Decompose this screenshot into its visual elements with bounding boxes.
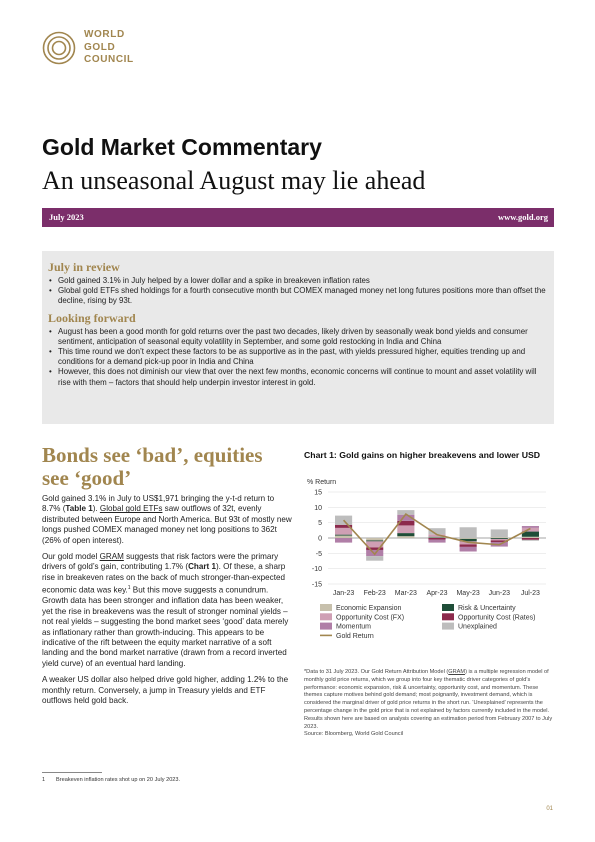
x-tick-label: May-23 <box>456 590 480 597</box>
bar-segment <box>335 538 352 543</box>
gram-notes-link[interactable]: GRAM <box>448 669 466 675</box>
bar-segment <box>460 544 477 546</box>
y-tick-label: 15 <box>314 489 322 497</box>
y-tick-label: 0 <box>318 535 322 543</box>
table-reference: Table 1 <box>65 504 93 514</box>
legend-label: Economic Expansion <box>336 605 402 612</box>
bar-segment <box>491 538 508 539</box>
legend-swatch <box>442 613 454 620</box>
bar-segment <box>335 535 352 536</box>
banner-website-link[interactable]: www.gold.org <box>497 212 548 222</box>
list-item: • Global gold ETFs shed holdings for a fourth consecutive month but COMEX managed money net long futures positions more than offset the decline, rising by 93t. <box>48 286 548 306</box>
y-tick-label: -15 <box>311 581 322 589</box>
bar-segment <box>491 539 508 541</box>
footnote-divider <box>42 772 102 773</box>
legend-swatch <box>320 623 332 630</box>
gold-etfs-link[interactable]: Global gold ETFs <box>99 504 163 514</box>
bar-segment <box>522 526 539 528</box>
legend-label: Unexplained <box>458 623 497 631</box>
bar-segment <box>397 525 414 533</box>
y-tick-label: 5 <box>318 520 322 528</box>
section-heading: Bonds see ‘bad’, equities see ‘good’ <box>42 443 263 490</box>
y-tick-label: -5 <box>315 550 322 558</box>
y-tick-label: 10 <box>314 504 322 512</box>
footnote-marker[interactable]: 1 <box>127 585 131 592</box>
bar-segment <box>428 540 445 543</box>
chart-title: Chart 1: Gold gains on higher breakevens and lower USD <box>304 450 541 460</box>
list-item: • This time round we don’t expect these factors to be as supportive as in the past, with yields pressured higher, equities trending up and conditions for a demand pick-up poor in India and China <box>48 347 548 367</box>
bar-segment <box>491 537 508 538</box>
forward-heading: Looking forward <box>48 310 136 325</box>
y-tick-label: -10 <box>311 566 322 574</box>
chart-source: Source: Bloomberg, World Gold Council <box>304 731 404 738</box>
page-subtitle: An unseasonal August may lie ahead <box>42 166 426 195</box>
gram-link[interactable]: GRAM <box>99 552 124 562</box>
legend-label: Opportunity Cost (Rates) <box>458 614 536 622</box>
forward-list <box>48 327 548 388</box>
footnote: 1 Breakeven inflation rates shot up on 20 July 2023. <box>42 777 181 783</box>
review-list <box>48 276 548 307</box>
legend-label: Momentum <box>336 623 372 631</box>
list-item: • However, this does not diminish our view that over the next few months, economic concerns will continue to mount and asset volatility will rise with them – factors that should help underpin investor interest in gold. <box>48 367 548 387</box>
x-tick-label: Jan-23 <box>332 590 355 597</box>
page-title: Gold Market Commentary <box>42 134 322 160</box>
x-tick-label: Jun-23 <box>488 590 510 597</box>
bar-segment <box>366 540 383 541</box>
x-tick-label: Feb-23 <box>363 590 386 597</box>
summary-box <box>42 251 554 424</box>
list-item: • August has been a good month for gold returns over the past two decades, likely driven by seasonally weak bond yields and consumer sentiment, anticipation of seasonal equity volatility in September, and some gold restocking in India and China <box>48 327 548 347</box>
legend-swatch <box>442 623 454 630</box>
bar-segment <box>366 538 383 540</box>
bar-segment <box>522 540 539 541</box>
paragraph: Our gold model GRAM suggests that risk factors were the primary drivers of gold’s gain, contributing 1.7% (Chart 1). Of these, a sharp rise in breakeven rates on the back of much stronger-than-expected economic data was key.$^1$ But this move suggests a conundrum. Growth data has been stronger and inflation data has been weaker, yet the rise in breakevens was the result of stronger nominal yields – not real yields – suggesting the bond market sees ‘good’ data merely as inflationary rather than growth-inducing. This appears to be indicative of the rift between the equity market narrative of a soft landing and the bond market narrative (drawn from a record inverted yield curve) of an eventual hard landing. <box>42 552 289 668</box>
chart-reference: Chart 1 <box>188 562 216 572</box>
legend-swatch <box>320 604 332 611</box>
paragraph: Gold gained 3.1% in July to US$1,971 bringing the y-t-d return to 8.7% (Table 1). Global gold ETFs saw outflows of 32t, evenly distributed between Europe and North America. But 93t of mostly new longs pushed COMEX managed money net long positions to 362t (26% of open interest). <box>42 494 292 545</box>
bar-segment <box>335 536 352 538</box>
legend-swatch <box>442 604 454 611</box>
review-heading: July in review <box>48 260 120 274</box>
bar-segment <box>491 529 508 537</box>
bar-segment <box>460 538 477 539</box>
list-item: • Gold gained 3.1% in July helped by a lower dollar and a spike in breakeven inflation rates <box>48 276 548 286</box>
bar-segment <box>335 528 352 535</box>
date-banner <box>42 208 554 227</box>
bar-segment <box>428 537 445 538</box>
gold-return-attribution-chart <box>300 472 556 667</box>
logo-rings-icon <box>42 31 76 65</box>
bar-segment <box>460 547 477 552</box>
bar-segment <box>366 556 383 561</box>
bar-segment <box>522 537 539 538</box>
banner-date: July 2023 <box>49 212 84 222</box>
body-text <box>42 494 292 712</box>
y-axis-label: % Return <box>307 479 337 486</box>
bar-segment <box>460 527 477 538</box>
x-tick-label: Mar-23 <box>394 590 417 597</box>
legend-swatch <box>320 613 332 620</box>
legend-label: Risk & Uncertainty <box>458 605 516 612</box>
x-tick-label: Jul-23 <box>520 590 540 597</box>
chart-notes: *Data to 31 July 2023. Our Gold Return Attribution Model (GRAM) is a multiple regression model of monthly gold price returns, which we group into four key thematic driver categories of gold’s performance: economic expansion, risk & uncertainty, opportunity cost, and momentum. These themes capture motives behind gold demand; most poignantly, investment demand, which is considered the marginal driver of gold price returns in the short run. ‘Unexplained’ represents the percentage change in the gold price that is not explained by factors currently included in the model. Results shown here are based on analysis covering an estimation period from February 2007 to July 2023. Source: Bloomberg, World Gold Council <box>304 669 553 738</box>
bar-segment <box>397 533 414 536</box>
page-number: 01 <box>546 806 553 812</box>
paragraph: A weaker US dollar also helped drive gold higher, adding 1.2% to the monthly return. Conversely, a jump in Treasury yields and ETF outflows held gold back. <box>42 675 289 705</box>
legend-label: Opportunity Cost (FX) <box>336 614 405 622</box>
legend-label: Gold Return <box>336 632 374 640</box>
bar-segment <box>428 538 445 540</box>
logo-wordmark: WORLD GOLD COUNCIL <box>84 29 134 65</box>
bar-segment <box>397 536 414 538</box>
x-tick-label: Apr-23 <box>426 590 448 597</box>
bar-segment <box>522 538 539 540</box>
